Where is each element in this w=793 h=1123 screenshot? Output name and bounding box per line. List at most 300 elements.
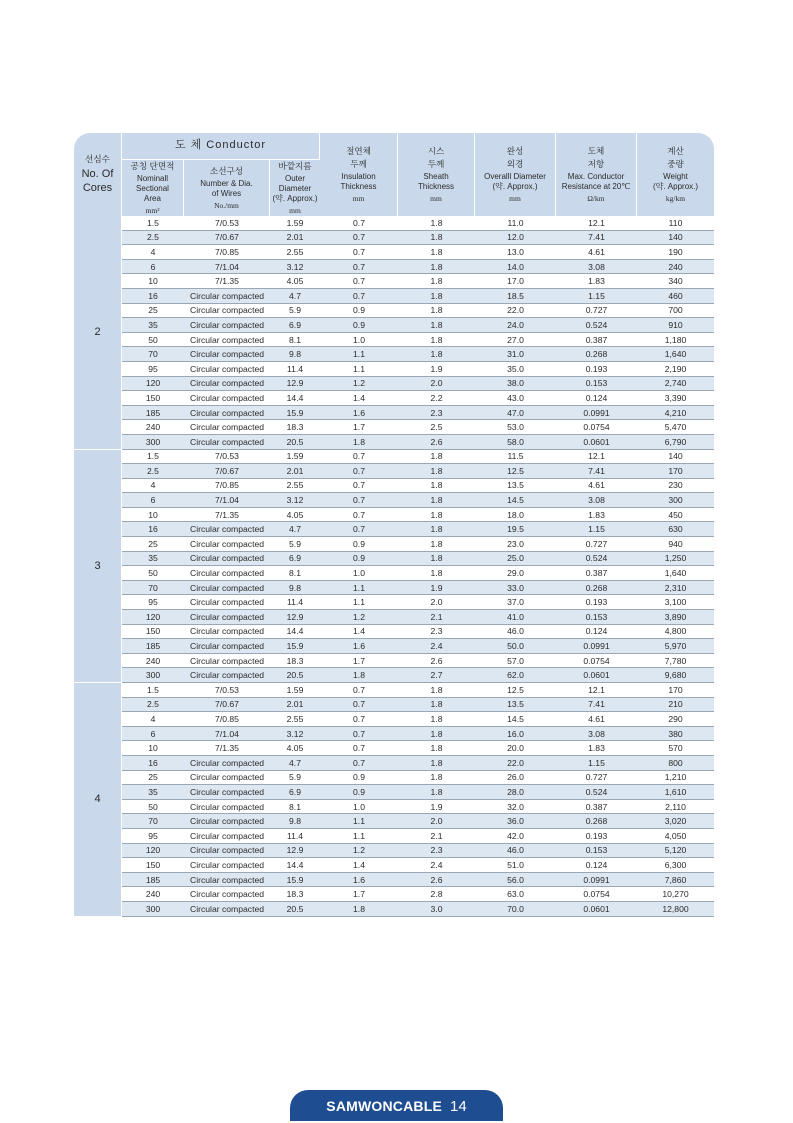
outer-diameter-cell: 12.9 [270,610,320,625]
cores-cell: 4 [74,683,122,917]
construction-header [184,160,270,216]
spec-table-body [74,216,714,917]
table-row [74,756,714,771]
weight-cell: 2,310 [637,581,714,596]
sheath-cell: 2.3 [398,844,475,859]
weight-cell: 3,890 [637,610,714,625]
construction-cell: Circular compacted [184,522,270,537]
sheath-cell: 1.8 [398,231,475,246]
outer-diameter-cell: 3.12 [270,260,320,275]
page-number: 14 [450,1098,467,1115]
resistance-cell: 1.83 [556,508,637,523]
insulation-cell: 0.9 [320,318,398,333]
sheath-cell: 2.8 [398,887,475,902]
construction-cell: Circular compacted [184,858,270,873]
sheath-cell: 1.8 [398,522,475,537]
weight-cell: 4,800 [637,625,714,640]
outer-diameter-cell: 14.4 [270,625,320,640]
spec-table-container [74,133,714,917]
overall-diameter-cell: 19.5 [475,522,556,537]
outer-diameter-cell: 3.12 [270,493,320,508]
sheath-cell: 2.4 [398,639,475,654]
insulation-header-ko1: 절연체 [346,146,371,157]
area-cell: 4 [122,245,184,260]
resistance-cell: 0.387 [556,566,637,581]
sheath-cell: 2.3 [398,406,475,421]
area-cell: 25 [122,771,184,786]
resistance-cell: 0.727 [556,304,637,319]
sheath-header-ko1: 시스 [427,146,445,157]
construction-cell: Circular compacted [184,435,270,450]
resistance-cell: 0.193 [556,829,637,844]
overall-diameter-cell: 18.0 [475,508,556,523]
table-row [74,274,714,289]
weight-cell: 140 [637,231,714,246]
area-cell: 1.5 [122,216,184,231]
overall-diameter-cell: 22.0 [475,304,556,319]
insulation-cell: 1.1 [320,829,398,844]
resistance-cell: 12.1 [556,450,637,465]
sheath-cell: 1.8 [398,216,475,231]
construction-cell: Circular compacted [184,362,270,377]
sheath-cell: 1.8 [398,347,475,362]
overall-diameter-cell: 17.0 [475,274,556,289]
outer-diameter-cell: 20.5 [270,668,320,683]
outer-diameter-cell: 2.55 [270,479,320,494]
overall-diameter-cell: 33.0 [475,581,556,596]
construction-cell: Circular compacted [184,318,270,333]
table-row [74,595,714,610]
sheath-cell: 1.8 [398,683,475,698]
weight-cell: 3,020 [637,814,714,829]
area-cell: 50 [122,566,184,581]
resistance-cell: 0.0991 [556,639,637,654]
insulation-cell: 0.7 [320,450,398,465]
construction-cell: 7/1.35 [184,274,270,289]
sheath-cell: 2.6 [398,873,475,888]
outer-diameter-cell: 2.55 [270,712,320,727]
area-cell: 6 [122,260,184,275]
sheath-cell: 2.1 [398,829,475,844]
weight-cell: 3,390 [637,391,714,406]
insulation-cell: 1.1 [320,814,398,829]
resistance-cell: 0.124 [556,858,637,873]
sheath-cell: 1.8 [398,289,475,304]
overall-diameter-cell: 51.0 [475,858,556,873]
insulation-cell: 1.0 [320,333,398,348]
construction-cell: 7/0.85 [184,245,270,260]
resistance-cell: 4.61 [556,245,637,260]
overall-diameter-cell: 11.5 [475,450,556,465]
area-cell: 185 [122,639,184,654]
area-cell: 16 [122,522,184,537]
table-row [74,712,714,727]
sheath-cell: 1.8 [398,274,475,289]
area-cell: 150 [122,858,184,873]
construction-cell: Circular compacted [184,625,270,640]
cores-header [74,133,122,216]
sheath-cell: 1.8 [398,785,475,800]
table-row [74,610,714,625]
weight-cell: 230 [637,479,714,494]
table-row [74,741,714,756]
insulation-cell: 0.7 [320,479,398,494]
sheath-cell: 1.8 [398,771,475,786]
outer-diameter-cell: 2.01 [270,231,320,246]
table-row [74,771,714,786]
construction-header-en1: Number & Dia. [200,178,253,188]
insulation-cell: 0.9 [320,785,398,800]
insulation-cell: 1.7 [320,654,398,669]
weight-cell: 210 [637,698,714,713]
resistance-header-ko2: 저항 [587,158,605,169]
construction-cell: 7/1.04 [184,260,270,275]
cores-cell: 3 [74,450,122,684]
resistance-cell: 3.08 [556,260,637,275]
weight-cell: 1,180 [637,333,714,348]
sheath-cell: 1.8 [398,245,475,260]
insulation-cell: 1.1 [320,362,398,377]
weight-cell: 5,470 [637,420,714,435]
resistance-cell: 0.268 [556,581,637,596]
construction-cell: 7/0.53 [184,450,270,465]
resistance-cell: 0.387 [556,333,637,348]
area-cell: 35 [122,785,184,800]
overall-diameter-cell: 63.0 [475,887,556,902]
insulation-cell: 0.9 [320,771,398,786]
sheath-cell: 1.8 [398,698,475,713]
overall-diameter-cell: 38.0 [475,377,556,392]
weight-cell: 2,740 [637,377,714,392]
construction-cell: Circular compacted [184,771,270,786]
area-cell: 25 [122,537,184,552]
construction-cell: Circular compacted [184,654,270,669]
table-row [74,566,714,581]
insulation-cell: 1.7 [320,420,398,435]
resistance-cell: 0.0991 [556,406,637,421]
construction-cell: Circular compacted [184,902,270,917]
construction-cell: Circular compacted [184,420,270,435]
overall-diameter-cell: 62.0 [475,668,556,683]
overall-diameter-cell: 25.0 [475,552,556,567]
overall-diameter-cell: 14.0 [475,260,556,275]
resistance-cell: 12.1 [556,683,637,698]
resistance-cell: 0.0754 [556,654,637,669]
weight-cell: 7,780 [637,654,714,669]
resistance-cell: 7.41 [556,464,637,479]
insulation-cell: 1.2 [320,844,398,859]
insulation-cell: 1.2 [320,610,398,625]
outer-diameter-cell: 4.05 [270,274,320,289]
outer-diameter-cell: 3.12 [270,727,320,742]
sheath-cell: 1.8 [398,479,475,494]
weight-cell: 1,610 [637,785,714,800]
insulation-cell: 1.7 [320,887,398,902]
outer-diameter-cell: 18.3 [270,887,320,902]
overall-header-en2: (약. Approx.) [492,181,538,191]
overall-diameter-cell: 14.5 [475,493,556,508]
construction-cell: 7/0.53 [184,683,270,698]
resistance-cell: 0.268 [556,814,637,829]
sheath-cell: 2.3 [398,625,475,640]
table-row [74,231,714,246]
overall-diameter-cell: 27.0 [475,333,556,348]
weight-cell: 5,120 [637,844,714,859]
table-row [74,304,714,319]
overall-header-unit: mm [509,193,521,203]
outer-diameter-cell: 2.01 [270,698,320,713]
weight-cell: 140 [637,450,714,465]
sheath-cell: 1.8 [398,741,475,756]
area-cell: 95 [122,829,184,844]
sheath-cell: 1.8 [398,508,475,523]
outer-diameter-cell: 8.1 [270,566,320,581]
overall-diameter-cell: 46.0 [475,844,556,859]
construction-cell: Circular compacted [184,537,270,552]
resistance-cell: 0.524 [556,318,637,333]
area-cell: 35 [122,318,184,333]
table-row [74,347,714,362]
insulation-cell: 0.7 [320,245,398,260]
outer-diameter-cell: 11.4 [270,595,320,610]
sheath-cell: 1.8 [398,333,475,348]
insulation-cell: 1.4 [320,625,398,640]
overall-diameter-cell: 56.0 [475,873,556,888]
weight-cell: 1,640 [637,347,714,362]
overall-diameter-cell: 12.5 [475,683,556,698]
weight-cell: 940 [637,537,714,552]
construction-cell: Circular compacted [184,639,270,654]
area-cell: 70 [122,347,184,362]
weight-cell: 9,680 [637,668,714,683]
area-cell: 300 [122,435,184,450]
area-cell: 95 [122,595,184,610]
insulation-cell: 1.1 [320,595,398,610]
overall-diameter-cell: 24.0 [475,318,556,333]
outer-diameter-cell: 18.3 [270,420,320,435]
outer-diameter-cell: 4.7 [270,756,320,771]
insulation-cell: 0.7 [320,508,398,523]
overall-diameter-cell: 29.0 [475,566,556,581]
sheath-header-en1: Sheath [423,171,449,181]
resistance-header-en1: Max. Conductor [567,171,625,181]
sheath-header-unit: mm [430,193,442,203]
outer-diameter-cell: 4.05 [270,508,320,523]
construction-header-unit: No./mm [214,200,239,210]
sheath-cell: 1.8 [398,756,475,771]
sheath-cell: 2.6 [398,654,475,669]
construction-cell: Circular compacted [184,552,270,567]
resistance-header-ko1: 도체 [587,146,605,157]
overall-diameter-header [475,133,556,216]
area-cell: 1.5 [122,683,184,698]
resistance-cell: 3.08 [556,727,637,742]
weight-cell: 6,300 [637,858,714,873]
insulation-cell: 0.9 [320,537,398,552]
sheath-cell: 2.5 [398,420,475,435]
table-row [74,289,714,304]
insulation-cell: 1.1 [320,581,398,596]
insulation-cell: 0.7 [320,756,398,771]
overall-diameter-cell: 11.0 [475,216,556,231]
overall-diameter-cell: 36.0 [475,814,556,829]
table-row [74,683,714,698]
weight-cell: 380 [637,727,714,742]
area-cell: 10 [122,741,184,756]
outer-diameter-cell: 14.4 [270,858,320,873]
table-row [74,464,714,479]
insulation-cell: 0.7 [320,260,398,275]
construction-header-en2: of Wires [211,188,242,198]
insulation-cell: 0.9 [320,552,398,567]
insulation-cell: 0.7 [320,522,398,537]
resistance-cell: 0.0601 [556,668,637,683]
resistance-cell: 0.0754 [556,420,637,435]
table-row [74,581,714,596]
insulation-header [320,133,398,216]
weight-cell: 10,270 [637,887,714,902]
table-row [74,639,714,654]
overall-diameter-cell: 50.0 [475,639,556,654]
weight-header-en1: Weight [663,171,688,181]
resistance-cell: 1.15 [556,756,637,771]
weight-cell: 4,050 [637,829,714,844]
resistance-cell: 0.124 [556,391,637,406]
outer-diameter-cell: 14.4 [270,391,320,406]
resistance-cell: 0.0601 [556,435,637,450]
table-row [74,654,714,669]
overall-header-ko1: 완성 [506,146,524,157]
construction-cell: Circular compacted [184,829,270,844]
overall-diameter-cell: 58.0 [475,435,556,450]
area-cell: 185 [122,406,184,421]
overall-diameter-cell: 47.0 [475,406,556,421]
weight-cell: 300 [637,493,714,508]
overall-diameter-cell: 37.0 [475,595,556,610]
insulation-cell: 0.7 [320,712,398,727]
resistance-cell: 1.83 [556,741,637,756]
insulation-cell: 1.8 [320,902,398,917]
construction-cell: Circular compacted [184,800,270,815]
construction-cell: Circular compacted [184,595,270,610]
outer-dia-header-en1: Outer [285,173,306,183]
area-cell: 2.5 [122,231,184,246]
sheath-cell: 2.1 [398,610,475,625]
construction-cell: Circular compacted [184,347,270,362]
weight-cell: 450 [637,508,714,523]
area-header-en1: Nominall [136,173,169,183]
area-cell: 4 [122,479,184,494]
table-row [74,377,714,392]
area-cell: 120 [122,377,184,392]
overall-diameter-cell: 70.0 [475,902,556,917]
weight-cell: 1,210 [637,771,714,786]
outer-diameter-cell: 2.55 [270,245,320,260]
weight-header [637,133,714,216]
table-row [74,858,714,873]
insulation-header-en2: Thickness [340,181,377,191]
construction-header-ko: 소선구성 [209,165,244,176]
overall-header-en1: Overalll Diameter [484,171,546,181]
resistance-cell: 1.15 [556,289,637,304]
outer-diameter-cell: 6.9 [270,552,320,567]
construction-cell: 7/0.85 [184,712,270,727]
weight-header-en2: (약. Approx.) [652,181,699,191]
resistance-cell: 0.268 [556,347,637,362]
area-cell: 16 [122,756,184,771]
cable-spec-table [74,133,714,917]
table-row [74,479,714,494]
overall-diameter-cell: 20.0 [475,741,556,756]
table-row [74,814,714,829]
resistance-cell: 4.61 [556,479,637,494]
construction-cell: 7/1.04 [184,727,270,742]
overall-diameter-cell: 26.0 [475,771,556,786]
area-cell: 240 [122,654,184,669]
sheath-cell: 1.8 [398,566,475,581]
weight-cell: 800 [637,756,714,771]
insulation-header-en1: Insulation [341,171,376,181]
outer-dia-header-unit: mm [289,205,301,215]
resistance-cell: 7.41 [556,698,637,713]
weight-cell: 110 [637,216,714,231]
resistance-cell: 0.153 [556,377,637,392]
overall-diameter-cell: 13.5 [475,698,556,713]
insulation-cell: 1.1 [320,347,398,362]
construction-cell: Circular compacted [184,289,270,304]
area-cell: 240 [122,887,184,902]
insulation-cell: 1.4 [320,858,398,873]
overall-diameter-cell: 13.0 [475,245,556,260]
area-cell: 70 [122,814,184,829]
sheath-cell: 3.0 [398,902,475,917]
area-cell: 10 [122,508,184,523]
conductor-group-header: 도 체 Conductor [122,133,320,160]
outer-diameter-header [270,160,320,216]
weight-cell: 910 [637,318,714,333]
weight-cell: 570 [637,741,714,756]
construction-cell: Circular compacted [184,333,270,348]
weight-header-ko1: 계산 [667,146,684,157]
area-cell: 240 [122,420,184,435]
overall-diameter-cell: 35.0 [475,362,556,377]
resistance-cell: 3.08 [556,493,637,508]
construction-cell: Circular compacted [184,581,270,596]
resistance-cell: 0.524 [556,785,637,800]
resistance-cell: 0.727 [556,537,637,552]
table-row [74,435,714,450]
insulation-cell: 0.7 [320,216,398,231]
brand-name: SAMWONCABLE [326,1098,443,1114]
weight-header-ko2: 중량 [667,158,684,169]
resistance-header-en2: Resistance at 20℃ [561,181,631,191]
resistance-header-unit: Ω/km [587,193,605,203]
area-cell: 120 [122,844,184,859]
sheath-cell: 2.4 [398,858,475,873]
table-row [74,391,714,406]
sheath-cell: 1.9 [398,362,475,377]
table-row [74,333,714,348]
area-cell: 25 [122,304,184,319]
resistance-cell: 0.193 [556,595,637,610]
construction-cell: Circular compacted [184,844,270,859]
overall-header-ko2: 외경 [506,158,524,169]
area-header-en3: Area [144,193,161,203]
weight-cell: 3,100 [637,595,714,610]
area-cell: 300 [122,902,184,917]
table-row [74,450,714,465]
sheath-cell: 2.0 [398,377,475,392]
